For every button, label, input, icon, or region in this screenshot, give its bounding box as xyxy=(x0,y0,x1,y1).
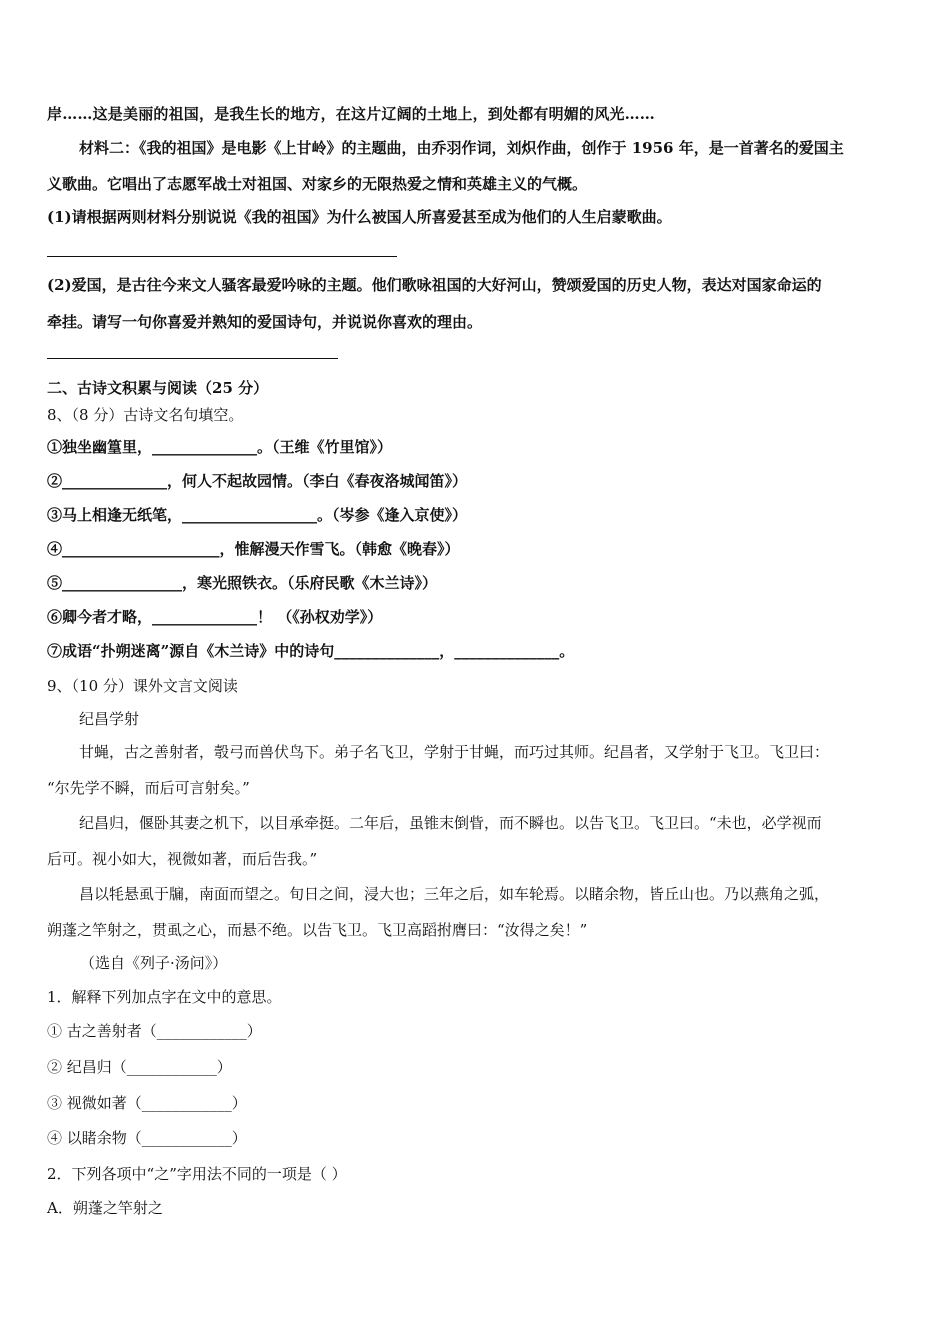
material2-line2: 义歌曲。它唱出了志愿军战士对祖国、对家乡的无限热爱之情和英雄主义的气概。 xyxy=(47,175,588,193)
sub-question2-title: 2．下列各项中“之”字用法不同的一项是（ ） xyxy=(47,1165,347,1183)
passage-para2-line2: 后可。视小如大，视微如著，而后告我。” xyxy=(47,850,318,868)
material2-line1: 材料二：《我的祖国》是电影《上甘岭》的主题曲，由乔羽作词，刘炽作曲，创作于 1956 年，是一首著名的爱国主 xyxy=(79,139,844,157)
question8-title: 8、（8 分）古诗文名句填空。 xyxy=(47,406,244,424)
section2-title: 二、古诗文积累与阅读（25 分） xyxy=(47,379,269,397)
poem-fill-item: ①独坐幽篁里，______________。（王维《竹里馆》） xyxy=(47,438,393,456)
answer-line xyxy=(47,358,338,359)
word-explain-item: ② 纪昌归（____________） xyxy=(47,1058,232,1076)
word-explain-item: ④ 以睹余物（____________） xyxy=(47,1129,247,1147)
passage-para3-line1: 昌以牦悬虱于牖，南面而望之。旬日之间，浸大也；三年之后，如车轮焉。以睹余物，皆丘山也。乃以燕角之弧， xyxy=(79,885,830,903)
word-explain-item: ① 古之善射者（____________） xyxy=(47,1022,262,1040)
passage-source: （选自《列子·汤问》） xyxy=(80,954,228,972)
question7-1: (1)请根据两则材料分别说说《我的祖国》为什么被国人所喜爱甚至成为他们的人生启蒙歌曲。 xyxy=(47,208,672,226)
passage-para1-line1: 甘蝇，古之善射者，彀弓而兽伏鸟下。弟子名飞卫，学射于甘蝇，而巧过其师。纪昌者，又学射于飞卫。飞卫曰： xyxy=(79,743,830,761)
poem-fill-item: ⑥卿今者才略，______________！ （《孙权劝学》） xyxy=(47,608,383,626)
sub-question1-title: 1．解释下列加点字在文中的意思。 xyxy=(47,988,282,1006)
question7-2-line2: 牵挂。请写一句你喜爱并熟知的爱国诗句，并说说你喜欢的理由。 xyxy=(47,313,483,331)
passage-title: 纪昌学射 xyxy=(79,710,140,728)
passage-para2-line1: 纪昌归，偃卧其妻之机下，以目承牵挺。二年后，虽锥末倒眥，而不瞬也。以告飞卫。飞卫曰。“未也，必学视而 xyxy=(79,814,822,832)
material1-tail: 岸……这是美丽的祖国，是我生长的地方，在这片辽阔的土地上，到处都有明媚的风光…… xyxy=(47,105,656,123)
word-explain-item: ③ 视微如著（____________） xyxy=(47,1094,247,1112)
poem-fill-item: ②______________，何人不起故园情。（李白《春夜洛城闻笛》） xyxy=(47,472,468,490)
poem-fill-item: ③马上相逢无纸笔，__________________。（岑参《逢入京使》） xyxy=(47,506,468,524)
question7-2-line1: (2)爱国，是古往今来文人骚客最爱吟咏的主题。他们歌咏祖国的大好河山，赞颂爱国的历史人物，表达对国家命运的 xyxy=(47,276,822,294)
question9-title: 9、（10 分）课外文言文阅读 xyxy=(47,677,238,695)
poem-fill-item: ⑦成语“扑朔迷离”源自《木兰诗》中的诗句______________，______________。 xyxy=(47,642,575,660)
passage-para1-line2: “尔先学不瞬，而后可言射矣。” xyxy=(47,779,250,797)
answer-line xyxy=(47,256,397,257)
option-a: A．朔蓬之竿射之 xyxy=(47,1199,163,1217)
passage-para3-line2: 朔蓬之竿射之，贯虱之心，而悬不绝。以告飞卫。飞卫高蹈拊膺曰：“汝得之矣！” xyxy=(47,921,588,939)
poem-fill-item: ④_____________________，惟解漫天作雪飞。（韩愈《晚春》） xyxy=(47,540,460,558)
poem-fill-item: ⑤________________，寒光照铁衣。（乐府民歌《木兰诗》） xyxy=(47,574,438,592)
